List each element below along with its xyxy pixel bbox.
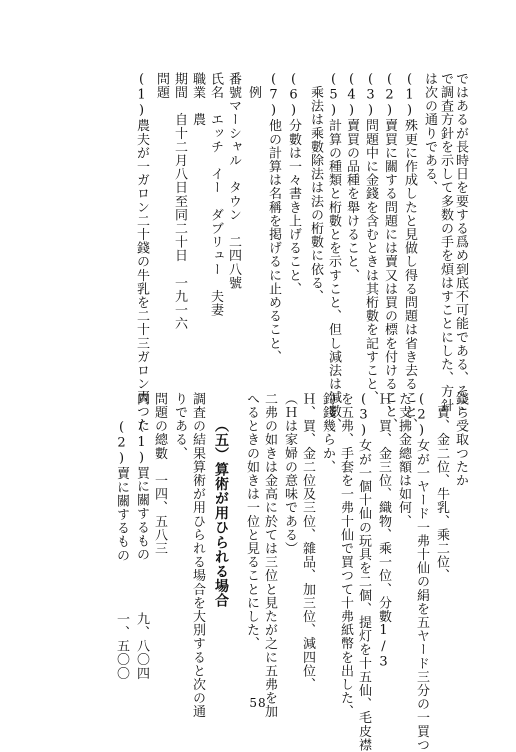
note-line: （Ｈは家婦の意味である） (282, 392, 297, 556)
note-line: へるときの如きは一位と見ることにした、 (244, 392, 259, 651)
item-buy-value: 九、八〇四 (134, 612, 149, 680)
list-item: (3)問題中に金錢を含むときは其桁數を記すこと、 (363, 72, 378, 405)
problem-line: (3)女が一個十仙の玩具を二個、提灯を十五仙、毛皮襟 (356, 392, 371, 752)
item-sell-value: 一、五〇〇 (114, 612, 129, 680)
section-title: 算術が用ひられる場合 (213, 462, 229, 608)
total-count-label: 問題の總數 一四、五八三 (152, 392, 167, 556)
problem-line: を五弗、手套を一弗十仙で買つて十弗紙幣を出した、 (338, 392, 353, 719)
problem-line: (1)農夫が一ガロン二十錢の牛乳を二十三ガロン賣つた (134, 72, 149, 432)
problem-line: 錢ら受取つたか (453, 392, 468, 488)
section-text-line: 調査の結果算術が用ひられる場合を大別すると次の通 (190, 392, 205, 719)
problem-classification: 賣、金二位、牛乳、乘二位、 (434, 392, 449, 583)
problem-line: 釣錢幾らか、 (320, 392, 335, 474)
example-heading: 例 (246, 72, 261, 100)
note-line: 二弗の如きは金高に於ては三位と見たが之に五弗を加 (262, 392, 277, 719)
text-line: は次の通りである、 (422, 72, 437, 195)
list-item: (7)他の計算は名稱を掲げるに止めること、 (266, 72, 281, 364)
list-item-continuation: 乘法は乘數除法は法の桁數に依る、 (308, 72, 323, 304)
list-item: (6)分數は一々書き上げること、 (286, 72, 301, 296)
list-item: (1)殊更に作成したと見做し得る問題は省き去ること、 (402, 72, 417, 432)
problem-line: (2)女が一ヤード一弗十仙の絹を五ヤード三分の一買つ (414, 392, 429, 752)
record-number: 番號マーシャル タウン 二四八號 (226, 72, 241, 290)
text-line: で調査方針を示して多数の手を煩はすことにした、方針 (438, 72, 453, 412)
problem-line: た支拂金總額は如何、 (396, 392, 411, 528)
record-occupation: 職業 農 (190, 72, 205, 127)
list-item: (2)賣買に關する問題には賣又は買の標を付けること、 (382, 72, 397, 432)
item-sell-label: (2)賣に關するもの (114, 420, 129, 562)
problem-classification: Ｈ、買、金二位及三位、雜品、加三位、減四位、 (300, 392, 315, 692)
record-problem-label: 問題 (154, 72, 169, 100)
item-buy-label: 内 (1)買に關するもの (134, 392, 149, 562)
record-name: 氏名 エッチ イー ダブリュー 夫妻 (208, 72, 223, 317)
list-item: (5)計算の種類と桁數とを示すこと、但し減法は減數、 (326, 72, 341, 432)
record-period: 期間 自十二月八日至同二十日 一九一六 (172, 72, 187, 331)
list-item: (4)賣買の品種を舉けること、 (344, 72, 359, 282)
page-number: 58 (249, 696, 267, 710)
section-text-line: りである、 (172, 392, 187, 460)
section-number: （五） (213, 418, 229, 462)
problem-classification: Ｈ、買、金三位、織物、乘一位、分數1/3 (376, 392, 391, 670)
text-line: ではあるが長時日を要する爲め到底不可能である、そこ (453, 72, 468, 412)
